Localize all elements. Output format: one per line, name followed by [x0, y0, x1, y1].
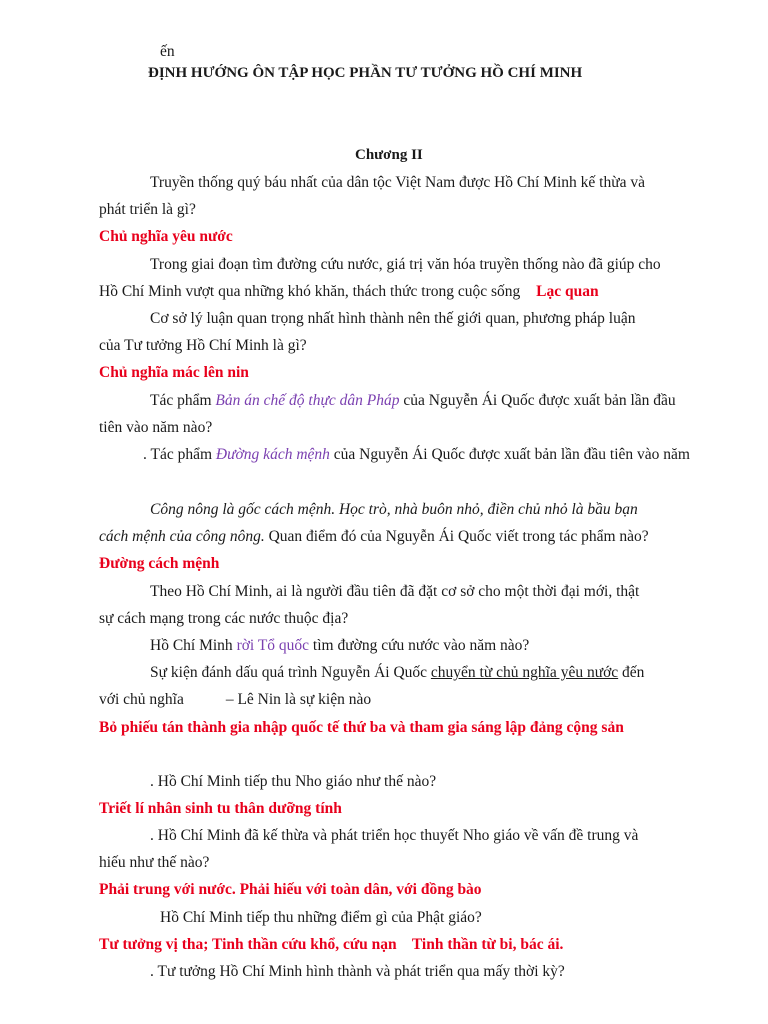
question-text: Sự kiện đánh dấu quá trình Nguyễn Ái Quốc	[150, 664, 431, 681]
stray-text: ến	[160, 43, 175, 60]
answer-line: Bỏ phiếu tán thành gia nhập quốc tế thứ ba và tham gia sáng lập đảng cộng sản	[99, 719, 624, 736]
question-text: Quan điểm đó của Nguyễn Ái Quốc viết trong tác phẩm nào?	[264, 528, 649, 545]
question-line: Trong giai đoạn tìm đường cứu nước, giá trị văn hóa truyền thống nào đã giúp cho	[150, 256, 661, 273]
answer-line: Phải trung với nước. Phải hiếu với toàn dân, với đồng bào	[99, 881, 482, 898]
question-text: . Tác phẩm	[143, 446, 216, 463]
question-line	[143, 445, 690, 465]
work-title: Bản án chế độ thực dân Pháp	[215, 392, 400, 409]
highlight-text: rời Tổ quốc	[236, 637, 310, 654]
question-line	[150, 636, 529, 656]
quote-text: cách mệnh của công nông.	[99, 528, 265, 545]
question-line: của Tư tưởng Hồ Chí Minh là gì?	[99, 337, 307, 354]
question-line: . Tư tưởng Hồ Chí Minh hình thành và phát triển qua mấy thời kỳ?	[150, 963, 565, 980]
question-line: . Hồ Chí Minh tiếp thu Nho giáo như thế nào?	[150, 773, 437, 790]
work-title: Đường kách mệnh	[215, 446, 330, 463]
question-line: Công nông là gốc cách mệnh. Học trò, nhà buôn nhỏ, điền chủ nhỏ là bầu bạn	[150, 501, 638, 518]
question-line	[99, 282, 599, 302]
answer-line: Chủ nghĩa yêu nước	[99, 228, 233, 245]
question-line: Theo Hồ Chí Minh, ai là người đầu tiên đã đặt cơ sở cho một thời đại mới, thật	[150, 583, 640, 600]
question-line: . Hồ Chí Minh đã kế thừa và phát triển học thuyết Nho giáo về vấn đề trung và	[150, 827, 639, 844]
question-text: của Nguyễn Ái Quốc được xuất bản lần đầu	[399, 392, 676, 409]
question-text: đến	[618, 664, 645, 681]
question-line	[150, 663, 644, 683]
question-text: của Nguyễn Ái Quốc được xuất bản lần đầu tiên vào năm	[329, 446, 690, 463]
question-line: hiếu như thế nào?	[99, 854, 210, 871]
answer-line: Triết lí nhân sinh tu thân dưỡng tính	[99, 800, 342, 817]
answer-line: Chủ nghĩa mác lên nin	[99, 364, 249, 381]
question-text: Hồ Chí Minh vượt qua những khó khăn, thách thức trong cuộc sống	[99, 283, 521, 300]
question-line: sự cách mạng trong các nước thuộc địa?	[99, 610, 349, 627]
question-line: Hồ Chí Minh tiếp thu những điểm gì của Phật giáo?	[160, 909, 482, 926]
question-line	[150, 391, 676, 411]
question-line: Truyền thống quý báu nhất của dân tộc Việt Nam được Hồ Chí Minh kế thừa và	[150, 174, 646, 191]
answer-line: Đường cách mệnh	[99, 555, 220, 572]
question-text: tìm đường cứu nước vào năm nào?	[309, 637, 530, 654]
question-line	[99, 527, 649, 547]
answer-inline: Lạc quan	[536, 283, 599, 300]
question-line: tiên vào năm nào?	[99, 419, 213, 436]
question-line: phát triển là gì?	[99, 201, 196, 218]
question-text: Tác phẩm	[150, 392, 216, 409]
question-text: với chủ nghĩa	[99, 691, 184, 708]
question-line	[99, 690, 371, 710]
page-title: ĐỊNH HƯỚNG ÔN TẬP HỌC PHẦN TƯ TƯỞNG HỒ CHÍ MINH	[148, 65, 583, 81]
chapter-heading: Chương II	[355, 147, 423, 163]
question-text: Hồ Chí Minh	[150, 637, 237, 654]
answer-line: Tư tưởng vị tha; Tinh thần cứu khổ, cứu nạn Tinh thần từ bi, bác ái.	[99, 936, 564, 953]
question-text: – Lê Nin là sự kiện nào	[225, 691, 372, 708]
question-line: Cơ sở lý luận quan trọng nhất hình thành nên thế giới quan, phương pháp luận	[150, 310, 636, 327]
underlined-text: chuyển từ chủ nghĩa yêu nước	[430, 664, 619, 681]
